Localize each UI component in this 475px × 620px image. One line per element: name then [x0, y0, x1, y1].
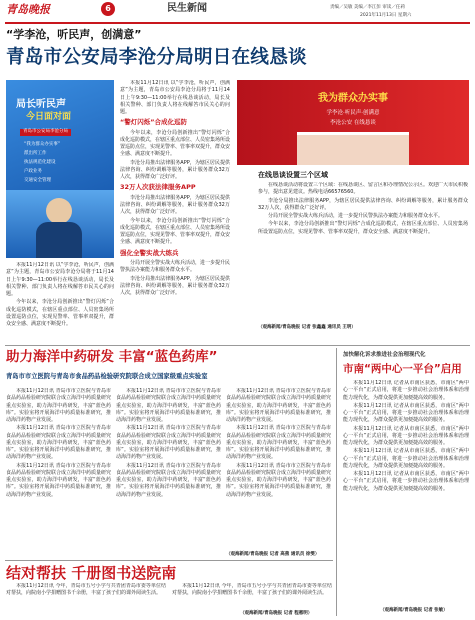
paper-logo: 青岛晚报: [6, 3, 50, 16]
story1-body3b: 李沧分局推出法律服务APP，为辖区居民提供法律咨询、纠纷调解等服务，累计服务群众32万人次，获得群众广泛好评。: [120, 275, 230, 297]
story1-body1b: 李沧分局推出法律服务APP，为辖区居民提供法律咨询、纠纷调解等服务，累计服务群众32万人次，获得群众广泛好评。: [120, 159, 230, 181]
story1-body3: 分局开展全警实战大练兵活动，进一步提升民警执法办案能力和服务群众水平。: [120, 260, 230, 274]
page-number-badge: 6: [101, 2, 115, 16]
story1-middle-column: [120, 80, 230, 342]
story1-headline: 青岛市公安局李沧分局明日在线恳谈: [6, 47, 307, 68]
story2-body-f: 本报11月12日讯 青岛市市立医院与青岛市食品药品检验研究院联合成立海洋中药质量研究重点实验室，助力海洋中药研发，丰富“蓝色药库”。实验室将开展海洋中药质量标准研究，推动海洋药物产业发展。: [116, 462, 221, 498]
story3-body: 本报11月12日讯 今年，青岛市五号小学与共青团青岛市委等单位结对帮扶，向院南小学捐赠图书千余册，丰富了孩子们的课外阅读生活。: [6, 583, 166, 597]
story1-sub2: 32万人次获法律服务APP: [120, 183, 196, 192]
story3-col2: [172, 583, 332, 611]
story2-body-g: 本报11月12日讯 青岛市市立医院与青岛市食品药品检验研究院联合成立海洋中药质量研究重点实验室，助力海洋中药研发，丰富“蓝色药库”。实验室将开展海洋中药质量标准研究，推动海洋药物产业发展。: [226, 388, 331, 423]
story3-credit: （观海新闻/青岛晚报 记者 程惠明）: [240, 611, 313, 616]
story1-body: 本报11月12日讯 以“学李沧，听民声，创满意”为主题，青岛市公安局李沧分局将于11月14日上午9:30—11:00举行在线恳谈活动，局长及相关警种、部门负责人将在线解答市民关心的问题。: [120, 80, 230, 115]
story2-body-e: 本报11月12日讯 青岛市市立医院与青岛市食品药品检验研究院联合成立海洋中药质量研究重点实验室，助力海洋中药研发，丰富“蓝色药库”。实验室将开展海洋中药质量标准研究，推动海洋药物产业发展。: [116, 425, 221, 461]
right-box-body: 在线恳谈活动将设置三个区域：在线恳谈区、留言区和办理情况公示区。欢迎广大市民积极参与，提出意见建议。热线电话66576560。: [258, 182, 468, 196]
story1-body2b: 今年以来，李沧分局创新推出“警灯闪烁”合成化巡防模式，在辖区重点部位、人员密集场所设置巡防点位，实现见警率、管事率双提升，群众安全感、满意度不断提升。: [120, 217, 230, 246]
sidebar-body: 本报11月12日讯 记者从市南区获悉，市南区“两中心一平台”正式启用，将进一步推动社会治理体系和治理能力现代化，为群众提供更加便捷高效的服务。: [343, 380, 469, 401]
story1-kicker: “学李沧，听民声，创满意”: [6, 28, 142, 41]
story2-col1: [6, 388, 111, 558]
story2-body-d: 本报11月12日讯 青岛市市立医院与青岛市食品药品检验研究院联合成立海洋中药质量研究重点实验室，助力海洋中药研发，丰富“蓝色药库”。实验室将开展海洋中药质量标准研究，推动海洋药物产业发展。: [116, 388, 221, 423]
column-divider: [336, 348, 337, 616]
sidebar-kicker: 加快解化诉求推进社会治理现代化: [343, 352, 426, 358]
poster-right-building: [297, 132, 409, 165]
section-divider: [5, 345, 470, 346]
sidebar-credit: （观海新闻/青岛晚报 记者 张敏）: [380, 608, 448, 613]
right-box-body-2: 李沧分局推出法律服务APP，为辖区居民提供法律咨询、纠纷调解等服务，累计服务群众32万人次，获得群众广泛好评。: [258, 197, 468, 211]
story1-body1: 今年以来，李沧分局创新推出“警灯闪烁”合成化巡防模式，在辖区重点部位、人员密集场所设置巡防点位，实现见警率、管事率双提升，群众安全感、满意度不断提升。: [120, 129, 230, 158]
story2-col3: [226, 388, 331, 548]
story2-body-i: 本报11月12日讯 青岛市市立医院与青岛市食品药品检验研究院联合成立海洋中药质量研究重点实验室，助力海洋中药研发，丰富“蓝色药库”。实验室将开展海洋中药质量标准研究，推动海洋药物产业发展。: [226, 462, 331, 498]
poster-left-figure: [6, 190, 114, 258]
story2-credit: （观海新闻/青岛晚报 记者 高燕 通讯员 徐雯）: [226, 552, 320, 557]
poster-left-topics: [24, 140, 60, 185]
story2-body: 本报11月12日讯 青岛市市立医院与青岛市食品药品检验研究院联合成立海洋中药质量研究重点实验室，助力海洋中药研发，丰富“蓝色药库”。实验室将开展海洋中药质量标准研究，推动海洋药物产业发展。: [6, 388, 111, 423]
story1-right-column: [258, 182, 468, 282]
story1-lead-text-2: 今年以来，李沧分局创新推出“警灯闪烁”合成化巡防模式，在辖区重点部位、人员密集场所设置巡防点位，实现见警率、管事率双提升，群众安全感、满意度不断提升。: [6, 299, 114, 327]
sidebar-headline: 市南“两中心一平台”启用: [343, 363, 462, 375]
poster-right-line1: 我为群众办实事: [318, 93, 388, 104]
story3-body-b: 本报11月12日讯 今年，青岛市五号小学与共青团青岛市委等单位结对帮扶，向院南小学捐赠图书千余册，丰富了孩子们的课外阅读生活。: [172, 583, 332, 597]
poster-left-tagline: 青岛市公安局李沧分局: [20, 129, 71, 136]
story1-body2: 李沧分局推出法律服务APP，为辖区居民提供法律咨询、纠纷调解等服务，累计服务群众32万人次，获得群众广泛好评。: [120, 194, 230, 216]
poster-left: [6, 80, 114, 258]
sidebar-body-b: 本报11月12日讯 记者从市南区获悉，市南区“两中心一平台”正式启用，将进一步推动社会治理体系和治理能力现代化，为群众提供更加便捷高效的服务。: [343, 402, 469, 424]
sidebar-body-d: 本报11月12日讯 记者从市南区获悉，市南区“两中心一平台”正式启用，将进一步推动社会治理体系和治理能力现代化，为群众提供更加便捷高效的服务。: [343, 448, 469, 469]
poster-right-line3: 李沧公安 在线恳谈: [330, 120, 376, 126]
poster-topic: 执法规范化建设: [24, 160, 56, 165]
date: 2021年11月13日 星期六: [360, 13, 412, 18]
poster-topic: 派出所工作: [24, 151, 47, 156]
right-box-title: 在线恳谈设置三个区域: [258, 171, 328, 179]
story2-body-h: 本报11月12日讯 青岛市市立医院与青岛市食品药品检验研究院联合成立海洋中药质量研究重点实验室，助力海洋中药研发，丰富“蓝色药库”。实验室将开展海洋中药质量标准研究，推动海洋药物产业发展。: [226, 425, 331, 461]
sidebar-body-c: 本报11月12日讯 记者从市南区获悉，市南区“两中心一平台”正式启用，将进一步推动社会治理体系和治理能力现代化，为群众提供更加便捷高效的服务。: [343, 425, 469, 446]
story1-lead: [6, 262, 114, 342]
story2-body-b: 本报11月12日讯 青岛市市立医院与青岛市食品药品检验研究院联合成立海洋中药质量研究重点实验室，助力海洋中药研发，丰富“蓝色药库”。实验室将开展海洋中药质量标准研究，推动海洋药物产业发展。: [6, 425, 111, 461]
story2-body-c: 本报11月12日讯 青岛市市立医院与青岛市食品药品检验研究院联合成立海洋中药质量研究重点实验室，助力海洋中药研发，丰富“蓝色药库”。实验室将开展海洋中药质量标准研究，推动海洋药物产业发展。: [6, 462, 111, 498]
right-box-body-3: 分局开展全警实战大练兵活动，进一步提升民警执法办案能力和服务群众水平。: [268, 213, 444, 219]
poster-topic: 交通安全管理: [24, 178, 51, 183]
story2-col2: [116, 388, 221, 558]
sidebar-body-column: [343, 380, 469, 605]
story1-sub1: “警灯闪烁”合成化巡防: [120, 118, 188, 127]
story3-divider: [5, 560, 333, 561]
story3-headline: 结对帮扶 千册图书送院南: [6, 564, 177, 582]
story1-credit: （观海新闻/青岛晚报 记者 张鑫鑫 通讯员 王明）: [258, 325, 356, 330]
story1-sub3: 强化全警实战大练兵: [120, 248, 179, 257]
poster-topic: “我为群众办实事”: [24, 142, 61, 147]
story3-col1: [6, 583, 166, 618]
right-box-body-4: 今年以来，李沧分局创新推出“警灯闪烁”合成化巡防模式，在辖区重点部位、人员密集场所设置巡防点位，实现见警率、管事率双提升，群众安全感、满意度不断提升。: [258, 221, 468, 235]
story2-headline: 助力海洋中药研发 丰富“蓝色药库”: [6, 349, 218, 365]
poster-left-title-2: 今日面对面: [26, 112, 72, 122]
poster-left-title-1: 局长听民声: [16, 99, 66, 110]
editor-credits: 责编／吴敏 美编／李江彭 审读／任莉: [330, 5, 405, 10]
masthead-rule: [5, 22, 470, 24]
story1-lead-text: 本报11月12日讯 以“学李沧，听民声，创满意”为主题，青岛市公安局李沧分局将于11月14日上午9:30—11:00举行在线恳谈活动，局长及相关警种、部门负责人将在线解答市民关心的问题。: [6, 262, 114, 297]
story2-subhead: 青岛市市立医院与青岛市食品药品检验研究院联合成立国家级重点实验室: [6, 373, 208, 380]
sidebar-body-e: 本报11月12日讯 记者从市南区获悉，市南区“两中心一平台”正式启用，将进一步推动社会治理体系和治理能力现代化，为群众提供更加便捷高效的服务。: [343, 471, 469, 492]
poster-right: [237, 80, 469, 165]
masthead: [0, 0, 475, 22]
poster-right-line2: 学李沧·听民声·创满意: [326, 110, 380, 116]
poster-topic: 户政业务: [24, 169, 42, 174]
section-title: 民生新闻: [167, 3, 207, 14]
